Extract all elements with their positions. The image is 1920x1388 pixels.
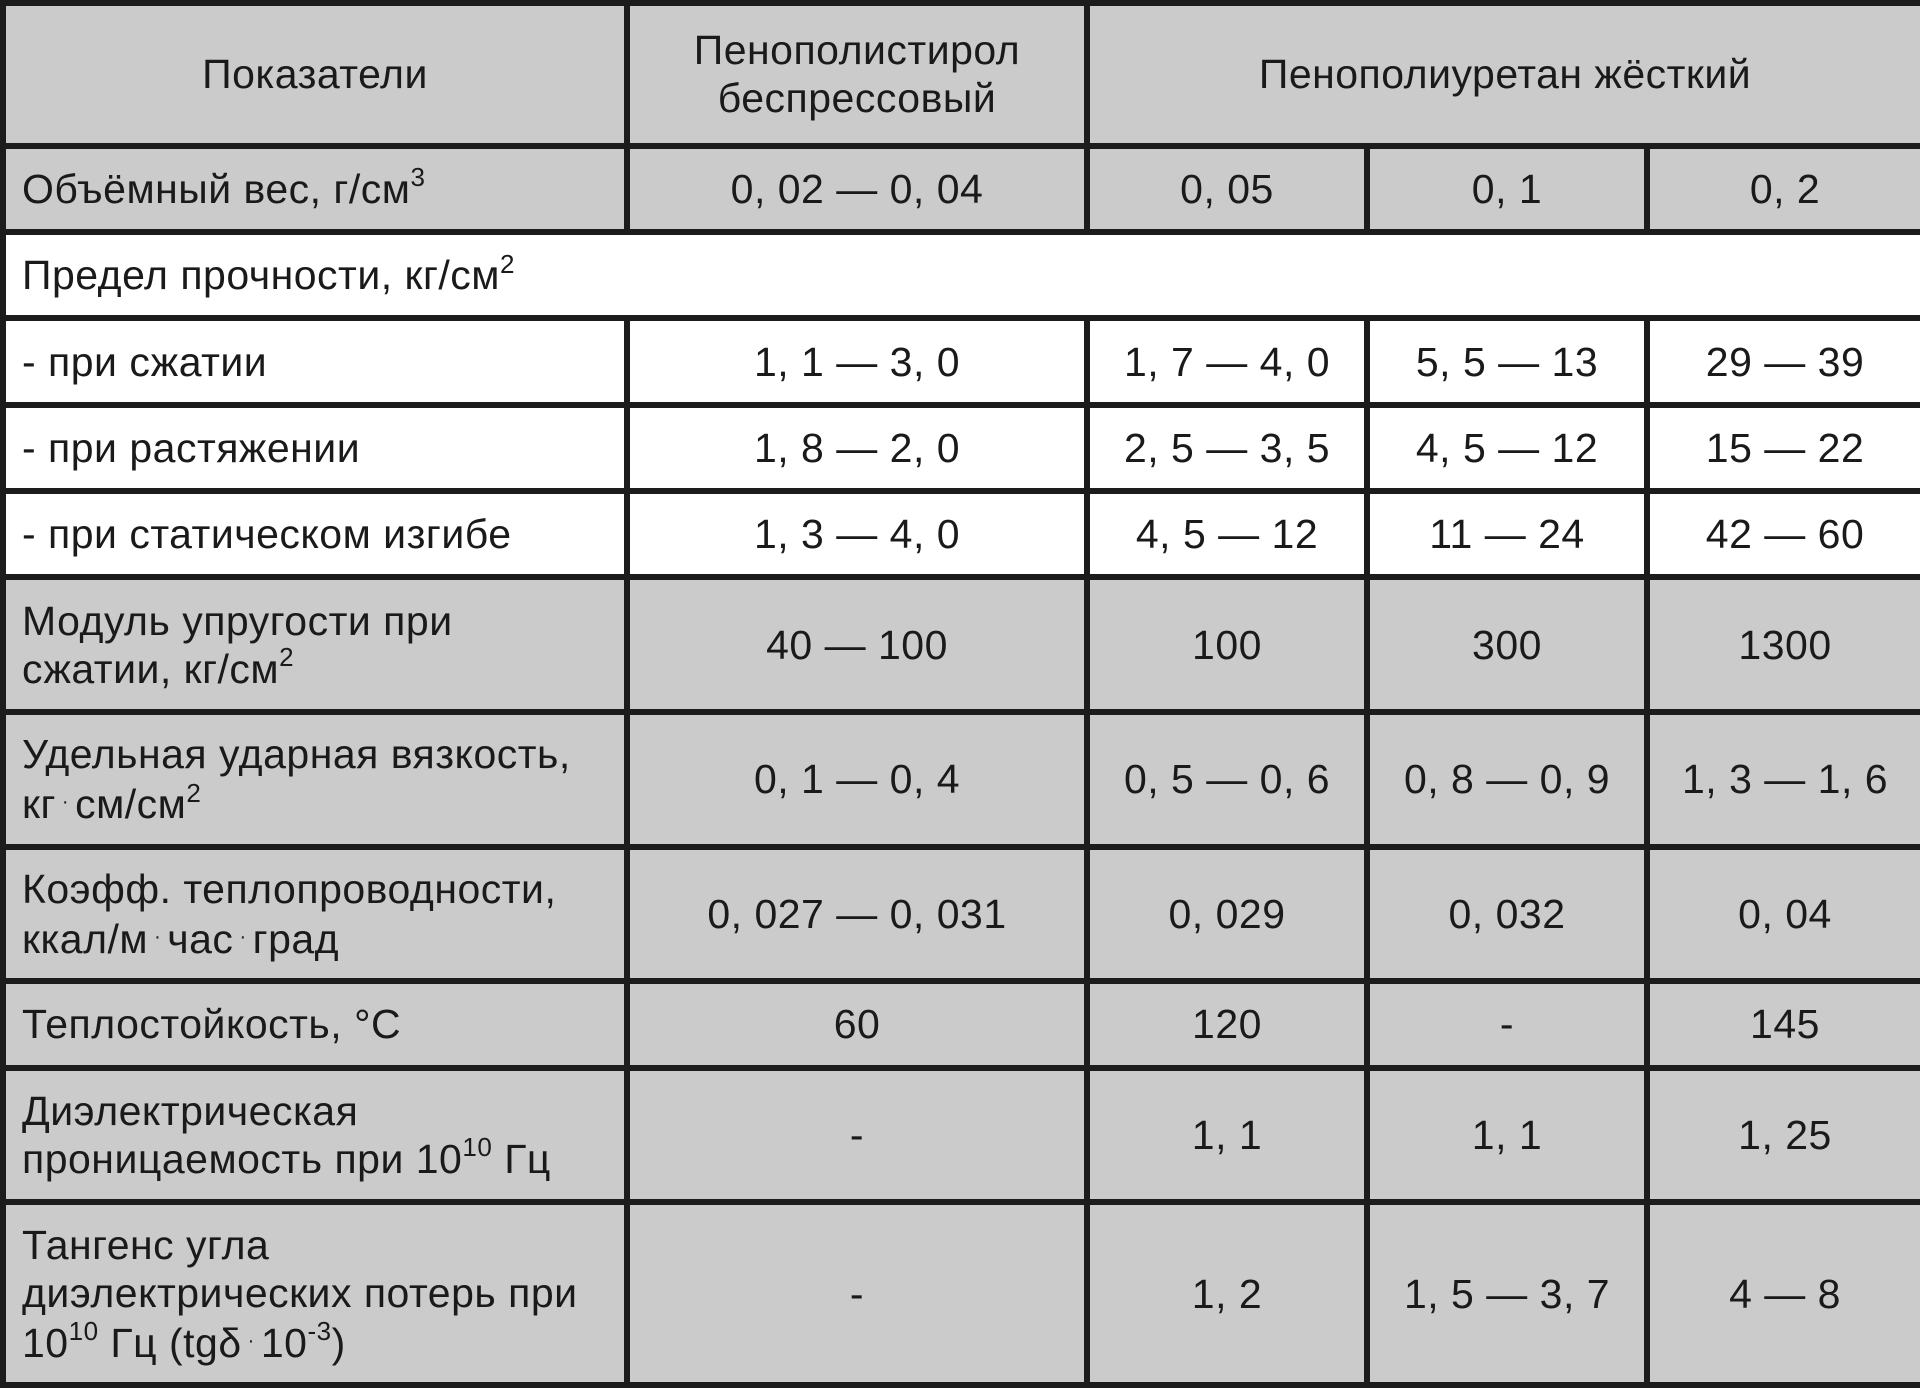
middle-dot-icon: ·	[247, 1329, 255, 1352]
cell-permittivity-2: 1, 1	[1367, 1068, 1647, 1203]
label-impact-line2a: кг	[22, 781, 56, 828]
cell-impact-1: 0, 5 — 0, 6	[1087, 712, 1367, 847]
row-compression	[3, 318, 1920, 404]
row-modulus	[3, 577, 1920, 712]
label-impact-sup: 2	[186, 777, 202, 808]
cell-tension-2: 4, 5 — 12	[1367, 405, 1647, 491]
label-impact	[3, 712, 627, 847]
cell-impact-0: 0, 1 — 0, 4	[627, 712, 1087, 847]
label-loss-tangent-sup1: 10	[68, 1315, 99, 1346]
label-conductivity	[3, 847, 627, 982]
cell-conductivity-1: 0, 029	[1087, 847, 1367, 982]
label-loss-tangent-sup2: -3	[307, 1315, 332, 1346]
middle-dot-icon: ·	[61, 791, 70, 814]
middle-dot-icon: ·	[154, 925, 162, 948]
label-loss-tangent-line2: диэлектрических потерь при	[22, 1269, 578, 1316]
row-impact	[3, 712, 1920, 847]
row-bending	[3, 491, 1920, 577]
label-density	[3, 146, 627, 232]
header-polystyrene-line2: беспрессовый	[717, 75, 997, 122]
header-indicators: Показатели	[3, 3, 627, 146]
cell-permittivity-1: 1, 1	[1087, 1068, 1367, 1203]
row-density	[3, 146, 1920, 232]
cell-density-0: 0, 02 — 0, 04	[627, 146, 1087, 232]
label-loss-tangent-line3c: 10	[260, 1319, 308, 1366]
cell-bending-1: 4, 5 — 12	[1087, 491, 1367, 577]
row-permittivity	[3, 1068, 1920, 1203]
cell-density-2: 0, 1	[1367, 146, 1647, 232]
cell-permittivity-0: -	[627, 1068, 1087, 1203]
label-strength-sup: 2	[500, 248, 515, 279]
cell-loss-tangent-0: -	[627, 1202, 1087, 1385]
cell-loss-tangent-1: 1, 2	[1087, 1202, 1367, 1385]
cell-permittivity-3: 1, 25	[1647, 1068, 1920, 1203]
cell-tension-0: 1, 8 — 2, 0	[627, 405, 1087, 491]
label-bending: - при статическом изгибе	[3, 491, 627, 577]
label-modulus-line1: Модуль упругости при	[22, 597, 453, 644]
label-permittivity-line1: Диэлектрическая	[22, 1087, 359, 1134]
label-permittivity-sup: 10	[462, 1132, 493, 1163]
cell-loss-tangent-3: 4 — 8	[1647, 1202, 1920, 1385]
label-conductivity-line1: Коэфф. теплопроводности,	[22, 865, 557, 912]
label-loss-tangent	[3, 1202, 627, 1385]
label-permittivity	[3, 1068, 627, 1203]
cell-compression-0: 1, 1 — 3, 0	[627, 318, 1087, 404]
label-loss-tangent-line3d: )	[331, 1319, 346, 1366]
label-loss-tangent-line3a: 10	[22, 1319, 69, 1366]
cell-impact-2: 0, 8 — 0, 9	[1367, 712, 1647, 847]
header-polystyrene-line1: Пенополистирол	[693, 27, 1021, 74]
label-compression: - при сжатии	[3, 318, 627, 404]
label-modulus	[3, 577, 627, 712]
cell-density-1: 0, 05	[1087, 146, 1367, 232]
header-polystyrene	[627, 3, 1087, 146]
cell-tension-1: 2, 5 — 3, 5	[1087, 405, 1367, 491]
cell-modulus-0: 40 — 100	[627, 577, 1087, 712]
cell-compression-1: 1, 7 — 4, 0	[1087, 318, 1367, 404]
row-loss-tangent	[3, 1202, 1920, 1385]
label-tension: - при растяжении	[3, 405, 627, 491]
cell-conductivity-0: 0, 027 — 0, 031	[627, 847, 1087, 982]
cell-conductivity-3: 0, 04	[1647, 847, 1920, 982]
label-permittivity-tail: Гц	[492, 1135, 551, 1182]
cell-bending-0: 1, 3 — 4, 0	[627, 491, 1087, 577]
cell-heat-resistance-3: 145	[1647, 981, 1920, 1067]
cell-compression-2: 5, 5 — 13	[1367, 318, 1647, 404]
label-conductivity-line2a: ккал/м	[22, 915, 149, 962]
label-density-text: Объёмный вес, г/см	[22, 165, 411, 212]
label-impact-line2b: см/см	[75, 781, 187, 828]
row-tension	[3, 405, 1920, 491]
cell-bending-3: 42 — 60	[1647, 491, 1920, 577]
label-strength-text: Предел прочности, кг/см	[22, 252, 500, 299]
cell-compression-3: 29 — 39	[1647, 318, 1920, 404]
cell-modulus-3: 1300	[1647, 577, 1920, 712]
cell-density-3: 0, 2	[1647, 146, 1920, 232]
cell-conductivity-2: 0, 032	[1367, 847, 1647, 982]
label-strength	[3, 232, 1920, 318]
cell-tension-3: 15 — 22	[1647, 405, 1920, 491]
cell-heat-resistance-1: 120	[1087, 981, 1367, 1067]
middle-dot-icon: ·	[239, 925, 247, 948]
label-conductivity-line2b: час	[167, 915, 234, 962]
label-conductivity-line2c: град	[252, 915, 340, 962]
cell-modulus-1: 100	[1087, 577, 1367, 712]
label-impact-line1: Удельная ударная вязкость,	[22, 731, 571, 778]
cell-bending-2: 11 — 24	[1367, 491, 1647, 577]
label-heat-resistance: Теплостойкость, °С	[3, 981, 627, 1067]
label-loss-tangent-line1: Тангенс угла	[22, 1221, 270, 1268]
label-modulus-sup: 2	[279, 642, 295, 673]
cell-heat-resistance-0: 60	[627, 981, 1087, 1067]
row-strength	[3, 232, 1920, 318]
header-polyurethane: Пенополиуретан жёсткий	[1087, 3, 1920, 146]
label-loss-tangent-line3b: Гц (tgδ	[98, 1319, 242, 1366]
header-row	[3, 3, 1920, 146]
cell-heat-resistance-2: -	[1367, 981, 1647, 1067]
label-density-sup: 3	[410, 162, 426, 193]
cell-modulus-2: 300	[1367, 577, 1647, 712]
row-heat-resistance	[3, 981, 1920, 1067]
label-permittivity-line2: проницаемость при 10	[22, 1135, 463, 1182]
row-conductivity	[3, 847, 1920, 982]
cell-loss-tangent-2: 1, 5 — 3, 7	[1367, 1202, 1647, 1385]
cell-impact-3: 1, 3 — 1, 6	[1647, 712, 1920, 847]
label-modulus-line2: сжатии, кг/см	[22, 645, 280, 692]
